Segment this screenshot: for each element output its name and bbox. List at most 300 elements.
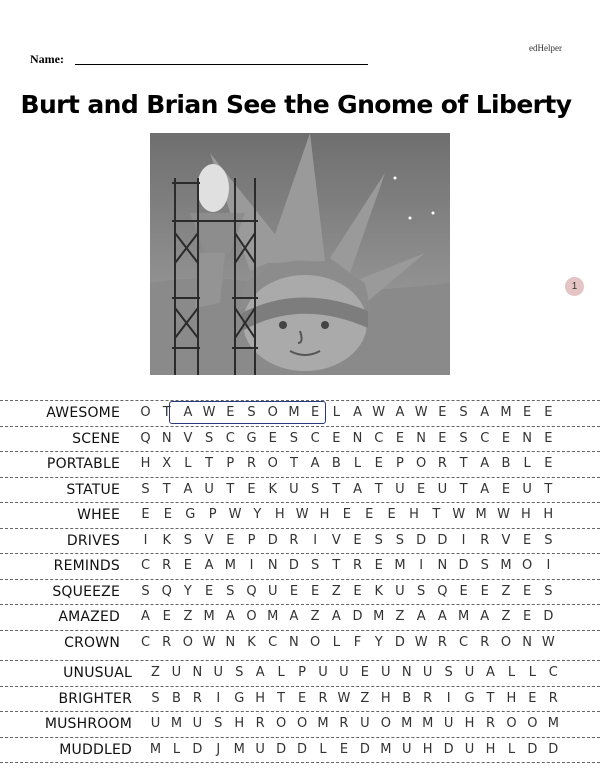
puzzle-letter[interactable]: E — [523, 532, 532, 548]
puzzle-letter[interactable]: U — [204, 481, 214, 497]
puzzle-letter[interactable]: T — [486, 690, 495, 706]
puzzle-letter[interactable]: W — [202, 405, 216, 420]
puzzle-letter[interactable]: E — [544, 405, 553, 420]
puzzle-letter[interactable]: M — [401, 716, 413, 731]
puzzle-row — [0, 737, 600, 764]
puzzle-letter[interactable]: B — [331, 456, 341, 471]
puzzle-letter[interactable]: R — [353, 558, 363, 573]
puzzle-letter[interactable]: O — [267, 456, 278, 471]
puzzle-letter[interactable]: F — [353, 634, 362, 650]
puzzle-word: CROWN — [64, 634, 120, 651]
puzzle-letter[interactable]: R — [289, 532, 299, 548]
puzzle-letter[interactable]: E — [311, 405, 320, 420]
puzzle-letter[interactable]: N — [522, 430, 533, 446]
puzzle-letter[interactable]: Q — [161, 583, 172, 599]
puzzle-letter[interactable]: T — [162, 405, 171, 420]
puzzle-letters — [137, 635, 557, 650]
puzzle-letter[interactable]: O — [527, 716, 538, 731]
puzzle-letter[interactable]: E — [544, 456, 553, 471]
puzzle-letter[interactable]: A — [480, 481, 490, 497]
puzzle-letter[interactable]: S — [544, 532, 553, 548]
puzzle-letter[interactable]: S — [480, 558, 489, 573]
found-word-highlight[interactable] — [169, 401, 326, 424]
puzzle-letter[interactable]: N — [161, 430, 172, 446]
puzzle-letter[interactable]: K — [247, 634, 256, 650]
puzzle-letter[interactable]: W — [295, 507, 309, 522]
puzzle-letter[interactable]: M — [224, 558, 236, 573]
puzzle-letter[interactable]: K — [268, 481, 277, 497]
puzzle-letter[interactable]: R — [480, 532, 490, 548]
puzzle-letter[interactable]: P — [247, 532, 256, 548]
puzzle-letter[interactable]: U — [171, 665, 182, 680]
puzzle-letter[interactable]: O — [267, 405, 278, 420]
puzzle-letter[interactable]: Y — [183, 583, 192, 599]
puzzle-letter[interactable]: E — [438, 405, 447, 420]
puzzle-letter[interactable]: E — [332, 430, 341, 446]
puzzle-letter[interactable]: T — [459, 481, 468, 497]
puzzle-letter[interactable]: U — [213, 665, 224, 680]
puzzle-letter[interactable]: Z — [501, 609, 511, 624]
puzzle-letter[interactable]: S — [141, 481, 150, 497]
puzzle-letter[interactable]: U — [464, 665, 475, 680]
puzzle-letter[interactable]: L — [184, 456, 192, 471]
puzzle-letter[interactable]: S — [374, 532, 383, 548]
puzzle-letter[interactable]: E — [480, 583, 489, 599]
puzzle-letter[interactable]: E — [417, 481, 426, 497]
puzzle-letter[interactable]: E — [353, 583, 362, 599]
puzzle-letter[interactable]: G — [234, 690, 245, 706]
puzzle-letter[interactable]: N — [289, 634, 299, 650]
puzzle-letter[interactable]: S — [310, 481, 320, 497]
puzzle-letter[interactable]: M — [500, 405, 512, 420]
puzzle-letter[interactable]: E — [395, 430, 405, 446]
puzzle-letter[interactable]: E — [163, 507, 172, 522]
liberty-illustration — [150, 133, 450, 375]
puzzle-letter[interactable]: O — [416, 456, 427, 471]
name-field[interactable] — [75, 64, 368, 65]
puzzle-letter[interactable]: H — [255, 690, 266, 706]
puzzle-letter[interactable]: T — [459, 456, 468, 471]
puzzle-letter[interactable]: A — [255, 665, 265, 680]
puzzle-letter[interactable]: D — [443, 741, 454, 757]
puzzle-letter[interactable]: A — [353, 405, 362, 420]
puzzle-letter[interactable]: K — [162, 532, 171, 548]
puzzle-letter[interactable]: M — [170, 716, 183, 731]
puzzle-letter[interactable]: A — [395, 405, 405, 420]
puzzle-letter[interactable]: H — [140, 456, 151, 471]
puzzle-letter[interactable]: T — [226, 481, 235, 497]
puzzle-letter[interactable]: T — [332, 558, 341, 573]
puzzle-letter[interactable]: I — [446, 690, 451, 706]
puzzle-letter[interactable]: R — [548, 690, 558, 706]
puzzle-letter[interactable]: D — [359, 741, 370, 757]
puzzle-letter[interactable]: Q — [140, 430, 151, 446]
puzzle-letter[interactable]: E — [374, 456, 383, 471]
puzzle-letter[interactable]: O — [140, 405, 151, 420]
puzzle-letter[interactable]: H — [319, 507, 330, 522]
puzzle-letter[interactable]: E — [501, 481, 511, 497]
puzzle-letter[interactable]: U — [522, 481, 532, 497]
puzzle-letter[interactable]: C — [310, 430, 320, 446]
puzzle-letter[interactable]: S — [226, 583, 235, 599]
puzzle-letter[interactable]: W — [337, 690, 351, 706]
puzzle-letter[interactable]: A — [204, 558, 214, 573]
puzzle-letter[interactable]: V — [183, 430, 193, 446]
puzzle-letter[interactable]: M — [373, 609, 385, 624]
puzzle-letter[interactable]: E — [360, 665, 369, 680]
puzzle-letter[interactable]: G — [185, 507, 196, 522]
puzzle-letter[interactable]: A — [480, 456, 490, 471]
puzzle-letter[interactable]: R — [339, 716, 349, 731]
puzzle-letter[interactable]: L — [507, 665, 516, 680]
puzzle-letter[interactable]: Z — [331, 583, 341, 599]
puzzle-letter[interactable]: S — [183, 532, 193, 548]
puzzle-letter[interactable]: E — [353, 532, 362, 548]
puzzle-letter[interactable]: O — [380, 716, 391, 731]
puzzle-letters — [147, 716, 562, 731]
puzzle-letter[interactable]: E — [374, 558, 383, 573]
puzzle-letter[interactable]: S — [459, 430, 468, 446]
puzzle-letter[interactable]: E — [226, 532, 235, 548]
puzzle-letter[interactable]: N — [416, 430, 426, 446]
puzzle-letter[interactable]: L — [277, 665, 285, 680]
puzzle-letter[interactable]: M — [267, 609, 279, 624]
puzzle-letter[interactable]: R — [192, 690, 202, 706]
puzzle-letter[interactable]: O — [500, 634, 512, 650]
puzzle-letter[interactable]: P — [226, 456, 235, 471]
page-number-badge: 1 — [565, 277, 584, 296]
puzzle-letter[interactable]: R — [480, 634, 490, 650]
puzzle-letter[interactable]: D — [352, 609, 363, 624]
puzzle-letter[interactable]: E — [289, 583, 299, 599]
puzzle-letter[interactable]: C — [268, 634, 278, 650]
puzzle-letter[interactable]: R — [162, 634, 172, 650]
puzzle-letter[interactable]: U — [360, 716, 370, 731]
puzzle-letter[interactable]: M — [149, 741, 162, 757]
puzzle-letter[interactable]: H — [464, 716, 475, 731]
puzzle-letter[interactable]: H — [274, 507, 285, 522]
puzzle-letter[interactable]: I — [313, 532, 318, 548]
puzzle-letter[interactable]: H — [380, 690, 391, 706]
puzzle-letter[interactable]: R — [255, 716, 265, 731]
puzzle-letter[interactable]: T — [332, 481, 341, 497]
puzzle-letter[interactable]: O — [522, 558, 533, 573]
puzzle-letter[interactable]: E — [311, 583, 320, 599]
puzzle-letter[interactable]: T — [162, 481, 171, 497]
puzzle-letter[interactable]: C — [140, 558, 151, 573]
puzzle-letter[interactable]: N — [401, 665, 412, 680]
puzzle-letter[interactable]: L — [528, 665, 536, 680]
puzzle-letter[interactable]: E — [528, 690, 537, 706]
puzzle-letter[interactable]: E — [141, 507, 150, 522]
puzzle-letter[interactable]: Q — [437, 583, 448, 599]
puzzle-letter[interactable]: W — [372, 405, 386, 420]
puzzle-letter[interactable]: A — [289, 609, 299, 624]
puzzle-letter[interactable]: E — [387, 507, 396, 522]
puzzle-letter[interactable]: T — [432, 507, 441, 522]
puzzle-letter[interactable]: S — [310, 558, 320, 573]
puzzle-letter[interactable]: Z — [395, 609, 405, 624]
puzzle-letter[interactable]: D — [458, 558, 469, 573]
puzzle-letter[interactable]: Z — [183, 609, 193, 624]
puzzle-letter[interactable]: L — [353, 456, 362, 471]
puzzle-letter[interactable]: S — [235, 665, 244, 680]
puzzle-letter[interactable]: U — [381, 665, 391, 680]
puzzle-letter[interactable]: V — [331, 532, 341, 548]
puzzle-letter[interactable]: U — [150, 716, 161, 731]
puzzle-letter[interactable]: C — [225, 430, 235, 446]
puzzle-letter[interactable]: A — [353, 481, 362, 497]
puzzle-letter[interactable]: D — [548, 741, 559, 757]
puzzle-letter[interactable]: E — [523, 405, 532, 420]
puzzle-letter[interactable]: U — [192, 716, 203, 731]
puzzle-letter[interactable]: D — [416, 532, 427, 548]
puzzle-letter[interactable]: D — [527, 741, 538, 757]
puzzle-letters — [137, 456, 557, 471]
puzzle-letter[interactable]: W — [228, 507, 242, 522]
puzzle-letter[interactable]: H — [520, 507, 531, 522]
puzzle-letter[interactable]: R — [246, 456, 257, 471]
puzzle-letter[interactable]: L — [319, 741, 327, 757]
puzzle-letter[interactable]: U — [255, 741, 265, 757]
puzzle-letter[interactable]: M — [547, 716, 559, 731]
puzzle-letter[interactable]: P — [298, 665, 306, 680]
puzzle-letter[interactable]: M — [317, 716, 329, 731]
puzzle-row — [0, 604, 600, 630]
puzzle-letter[interactable]: S — [395, 532, 405, 548]
puzzle-letter[interactable]: D — [543, 609, 554, 624]
puzzle-letter[interactable]: S — [141, 583, 150, 599]
puzzle-letter[interactable]: E — [544, 430, 553, 446]
puzzle-letter[interactable]: L — [332, 405, 340, 420]
puzzle-letter[interactable]: M — [203, 609, 215, 624]
puzzle-letter[interactable]: H — [543, 507, 554, 522]
puzzle-letter[interactable]: U — [318, 665, 328, 680]
puzzle-letter[interactable]: M — [233, 741, 245, 757]
puzzle-letter[interactable]: A — [310, 456, 320, 471]
puzzle-row — [0, 528, 600, 554]
puzzle-letter[interactable]: M — [475, 507, 487, 522]
puzzle-letters — [147, 691, 562, 706]
puzzle-letter[interactable]: E — [226, 405, 235, 420]
puzzle-letter[interactable]: E — [438, 430, 447, 446]
puzzle-letter[interactable]: E — [297, 690, 307, 706]
puzzle-letter[interactable]: M — [380, 741, 392, 757]
puzzle-letter[interactable]: D — [394, 634, 405, 650]
puzzle-letter[interactable]: L — [172, 741, 181, 757]
puzzle-letter[interactable]: D — [288, 558, 299, 573]
puzzle-letter[interactable]: J — [216, 741, 221, 757]
puzzle-letter[interactable]: W — [202, 634, 216, 650]
puzzle-letter[interactable]: E — [501, 430, 511, 446]
puzzle-letter[interactable]: C — [140, 634, 151, 650]
puzzle-letter[interactable]: W — [497, 507, 510, 522]
puzzle-letter[interactable]: M — [422, 716, 434, 731]
puzzle-letter[interactable]: E — [523, 583, 532, 599]
puzzle-letter[interactable]: Z — [501, 583, 511, 599]
puzzle-letter[interactable]: S — [544, 583, 553, 599]
puzzle-letter[interactable]: U — [339, 665, 349, 680]
puzzle-letter[interactable]: N — [225, 634, 236, 650]
puzzle-letter[interactable]: R — [318, 690, 328, 706]
puzzle-letter[interactable]: E — [162, 609, 171, 624]
puzzle-letter[interactable]: E — [365, 507, 374, 522]
puzzle-letter[interactable]: M — [500, 558, 512, 573]
puzzle-letter[interactable]: V — [204, 532, 214, 548]
puzzle-letter[interactable]: W — [541, 634, 555, 650]
puzzle-letter[interactable]: R — [423, 690, 433, 706]
puzzle-letter[interactable]: A — [225, 609, 235, 624]
puzzle-letter[interactable]: I — [143, 532, 148, 548]
puzzle-letter[interactable]: S — [417, 583, 426, 599]
puzzle-letter[interactable]: Z — [360, 690, 370, 706]
puzzle-letter[interactable]: Z — [151, 665, 160, 680]
puzzle-letter[interactable]: S — [214, 716, 223, 731]
puzzle-letter[interactable]: L — [507, 741, 516, 757]
puzzle-letters — [137, 558, 557, 573]
puzzle-letter[interactable]: S — [151, 690, 160, 706]
puzzle-letter[interactable]: T — [374, 481, 383, 497]
puzzle-word: BRIGHTER — [58, 690, 132, 707]
puzzle-letter[interactable]: A — [437, 609, 447, 624]
puzzle-letter[interactable]: U — [401, 741, 412, 757]
puzzle-letter[interactable]: R — [437, 634, 447, 650]
puzzle-letter[interactable]: I — [419, 558, 424, 573]
puzzle-letter[interactable]: M — [457, 609, 470, 624]
puzzle-letter[interactable]: H — [422, 741, 433, 757]
puzzle-letter[interactable]: X — [162, 456, 172, 471]
puzzle-letter[interactable]: R — [485, 716, 496, 731]
puzzle-word: PORTABLE — [46, 456, 120, 472]
puzzle-letter[interactable]: A — [183, 405, 193, 420]
puzzle-letter[interactable]: U — [443, 716, 454, 731]
puzzle-letter[interactable]: A — [331, 609, 341, 624]
puzzle-letter[interactable]: U — [464, 741, 475, 757]
puzzle-letter[interactable]: G — [246, 430, 257, 446]
puzzle-letter[interactable]: A — [416, 609, 426, 624]
puzzle-letter[interactable]: S — [247, 405, 256, 420]
puzzle-letter[interactable]: T — [544, 481, 553, 497]
puzzle-letter[interactable]: I — [216, 690, 221, 706]
puzzle-letter[interactable]: C — [459, 634, 469, 650]
puzzle-letter[interactable]: H — [506, 690, 517, 706]
puzzle-letter[interactable]: O — [246, 609, 257, 624]
puzzle-letter[interactable]: V — [501, 532, 511, 548]
puzzle-letter[interactable]: G — [464, 690, 475, 706]
puzzle-letter[interactable]: P — [396, 456, 404, 471]
puzzle-letter[interactable]: B — [501, 456, 511, 471]
word-search-grid — [0, 400, 600, 763]
puzzle-letter[interactable]: H — [234, 716, 245, 731]
puzzle-letter[interactable]: U — [437, 481, 448, 497]
puzzle-letter[interactable]: A — [480, 609, 490, 624]
puzzle-word: MUSHROOM — [44, 716, 132, 732]
puzzle-letter[interactable]: Y — [253, 507, 262, 522]
puzzle-letter[interactable]: U — [395, 481, 405, 497]
puzzle-letter[interactable]: M — [394, 558, 406, 573]
puzzle-letter[interactable]: N — [192, 665, 203, 680]
puzzle-letter[interactable]: O — [276, 716, 287, 731]
puzzle-letter[interactable]: N — [522, 634, 533, 650]
puzzle-letter[interactable]: K — [374, 583, 383, 599]
puzzle-letter[interactable]: T — [277, 690, 286, 706]
puzzle-letter[interactable]: M — [288, 405, 300, 420]
puzzle-letter[interactable]: S — [204, 430, 214, 446]
puzzle-letter[interactable]: A — [486, 665, 495, 680]
puzzle-letter[interactable]: D — [192, 741, 203, 757]
puzzle-letter[interactable]: U — [289, 481, 299, 497]
puzzle-letter[interactable]: E — [205, 583, 214, 599]
puzzle-letter[interactable]: B — [171, 690, 181, 706]
puzzle-letter[interactable]: D — [267, 532, 278, 548]
puzzle-letter[interactable]: W — [452, 507, 466, 522]
puzzle-letter[interactable]: O — [506, 716, 517, 731]
puzzle-letter[interactable]: O — [296, 716, 308, 731]
puzzle-letter[interactable]: C — [548, 665, 558, 680]
puzzle-letter[interactable]: A — [141, 609, 150, 624]
puzzle-letter[interactable]: S — [444, 665, 453, 680]
puzzle-letter[interactable]: E — [459, 583, 468, 599]
puzzle-letter[interactable]: I — [461, 532, 466, 548]
puzzle-letter[interactable]: U — [395, 583, 405, 599]
puzzle-row — [0, 711, 600, 737]
puzzle-letter[interactable]: L — [523, 456, 531, 471]
puzzle-letter[interactable]: B — [402, 690, 412, 706]
puzzle-letter[interactable]: Q — [246, 583, 257, 599]
puzzle-letter[interactable]: W — [414, 405, 428, 420]
puzzle-letter[interactable]: U — [267, 583, 278, 599]
puzzle-letter[interactable]: W — [414, 634, 428, 650]
puzzle-letter[interactable]: T — [289, 456, 298, 471]
puzzle-letter[interactable]: Y — [374, 634, 383, 650]
puzzle-letter[interactable]: R — [437, 456, 447, 471]
puzzle-letters — [147, 742, 562, 757]
puzzle-letter[interactable]: I — [546, 558, 551, 573]
puzzle-letter[interactable]: E — [523, 609, 532, 624]
puzzle-letter[interactable]: H — [485, 741, 496, 757]
puzzle-letter[interactable]: C — [374, 430, 384, 446]
puzzle-letter[interactable]: Z — [310, 609, 320, 624]
puzzle-letter[interactable]: T — [205, 456, 214, 471]
puzzle-letter[interactable]: H — [409, 507, 419, 522]
puzzle-letter[interactable]: N — [352, 430, 363, 446]
puzzle-letter[interactable]: E — [342, 507, 351, 522]
puzzle-row — [0, 477, 600, 503]
puzzle-letter[interactable]: O — [182, 634, 194, 650]
puzzle-letter[interactable]: A — [183, 481, 193, 497]
puzzle-row — [0, 686, 600, 712]
puzzle-letter[interactable]: E — [247, 481, 256, 497]
puzzle-letter[interactable]: E — [339, 741, 349, 757]
puzzle-letter[interactable]: C — [480, 430, 490, 446]
puzzle-letter[interactable]: E — [268, 430, 277, 446]
puzzle-letter[interactable]: I — [249, 558, 254, 573]
puzzle-letter[interactable]: S — [289, 430, 299, 446]
puzzle-letter[interactable]: E — [183, 558, 193, 573]
puzzle-letter[interactable]: S — [459, 405, 468, 420]
puzzle-letter[interactable]: D — [297, 741, 308, 757]
puzzle-letter[interactable]: A — [480, 405, 490, 420]
puzzle-letter[interactable]: L — [332, 634, 340, 650]
puzzle-letter[interactable]: P — [208, 507, 217, 522]
puzzle-letter[interactable]: R — [162, 558, 172, 573]
puzzle-letter[interactable]: D — [276, 741, 287, 757]
puzzle-letter[interactable]: O — [310, 634, 321, 650]
puzzle-letter[interactable]: D — [437, 532, 448, 548]
puzzle-letter[interactable]: N — [267, 558, 278, 573]
puzzle-letter[interactable]: U — [422, 665, 433, 680]
puzzle-letter[interactable]: N — [437, 558, 448, 573]
